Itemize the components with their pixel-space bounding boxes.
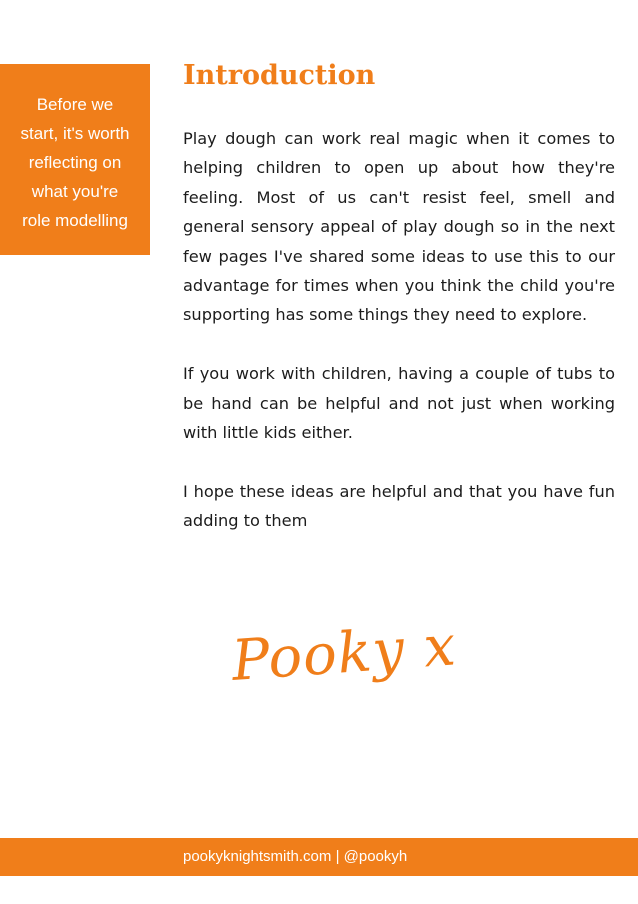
- callout-line: what you're: [31, 182, 119, 201]
- callout-text: [0, 90, 150, 235]
- footer-text: pookyknightsmith.com | @pookyh: [183, 848, 408, 865]
- paragraph: Play dough can work real magic when it comes to helping children to open up about how they're feeling. Most of us can't resist feel, smell and general sensory appeal of play dough so in the next few pages I've shared some ideas to use this to our advantage for times when you think the child you're supporting has some things they need to explore.: [183, 129, 615, 325]
- page-title: Introduction: [183, 60, 376, 91]
- footer-bar: [0, 838, 638, 876]
- callout-line: reflecting on: [28, 153, 122, 172]
- body-text: [183, 124, 615, 565]
- paragraph: I hope these ideas are helpful and that you have fun adding to them: [183, 481, 615, 531]
- paragraph: If you work with children, having a couple of tubs to be hand can be helpful and not just when working with little kids either.: [183, 364, 615, 443]
- callout-line: Before we: [36, 95, 114, 114]
- callout-line: start, it's worth: [20, 124, 130, 143]
- callout-line: role modelling: [22, 211, 128, 230]
- callout-box: [0, 64, 150, 255]
- signature: Pooky x: [229, 613, 459, 694]
